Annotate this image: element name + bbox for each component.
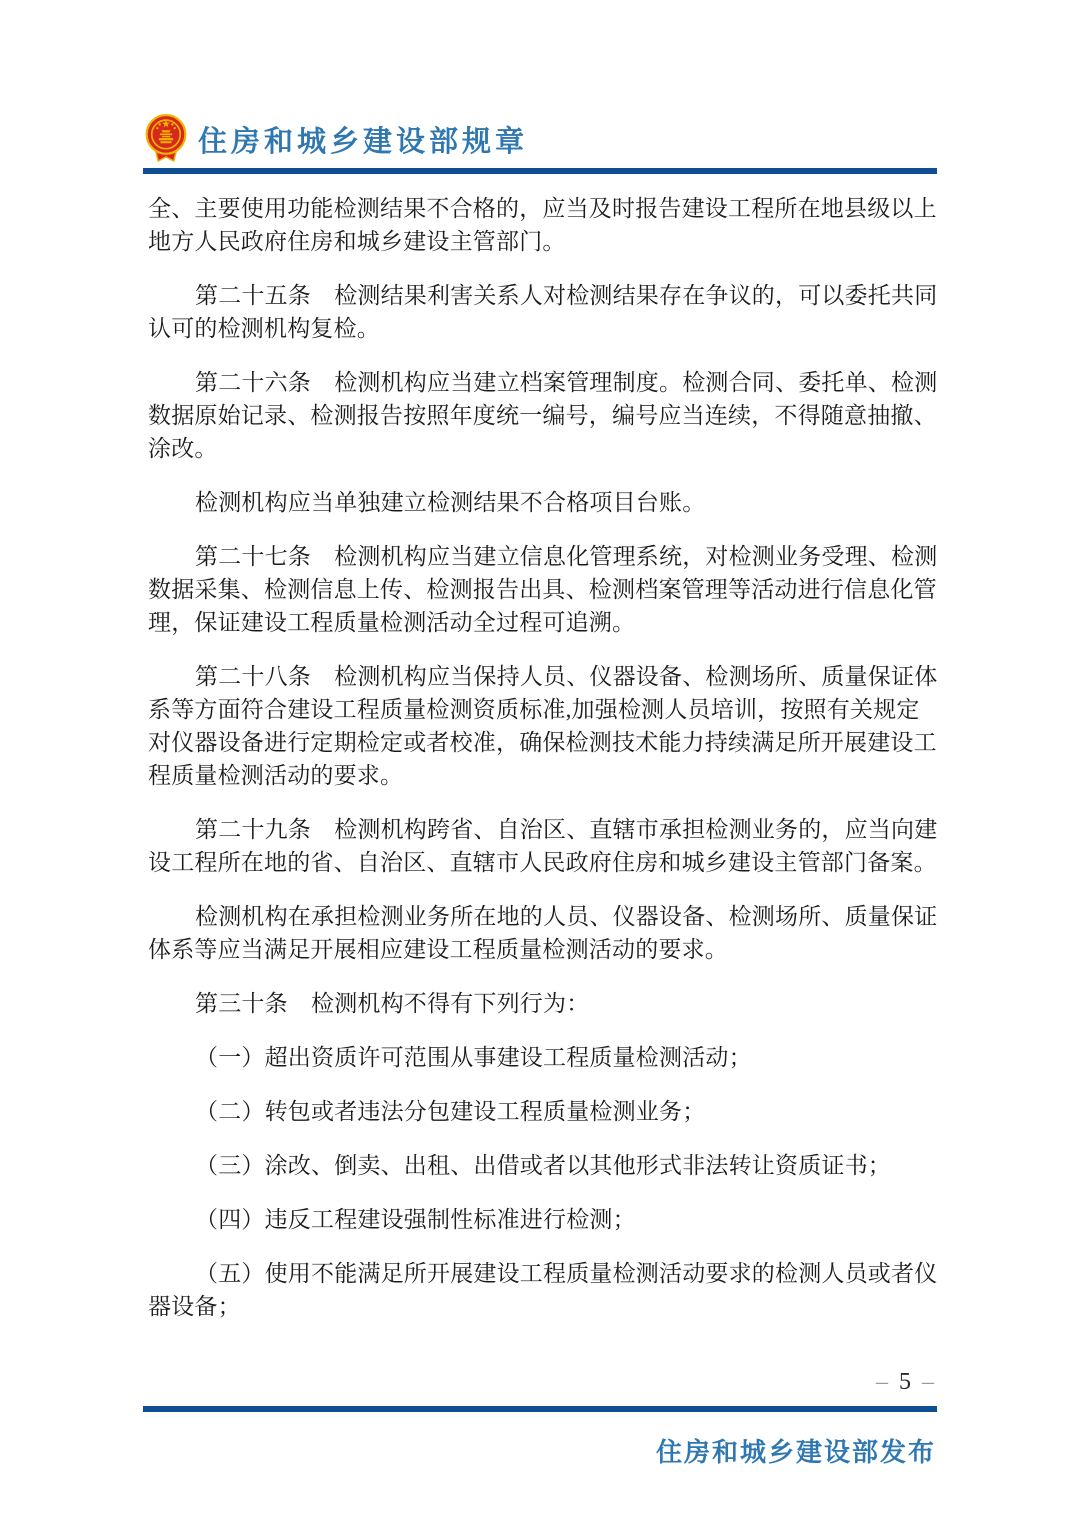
text-line: （五）使用不能满足所开展建设工程质量检测活动要求的检测人员或者仪 (195, 1261, 938, 1286)
national-emblem-icon (143, 113, 189, 165)
text-line: 数据采集、检测信息上传、检测报告出具、检测档案管理等活动进行信息化管 (148, 577, 937, 602)
text-line: 数据原始记录、检测报告按照年度统一编号，编号应当连续，不得随意抽撤、 (148, 403, 937, 428)
text-line: 体系等应当满足开展相应建设工程质量检测活动的要求。 (148, 937, 728, 962)
text-line: 对仪器设备进行定期检定或者校准，确保检测技术能力持续满足所开展建设工 (148, 730, 937, 755)
paragraph (148, 540, 938, 639)
paragraph (148, 813, 938, 879)
text-line: 设工程所在地的省、自治区、直辖市人民政府住房和城乡建设主管部门备案。 (148, 850, 937, 875)
paragraph (148, 279, 938, 345)
paragraph (148, 486, 938, 519)
header-rule (143, 168, 937, 174)
text-line: 第二十五条 检测结果利害关系人对检测结果存在争议的，可以委托共同 (195, 283, 938, 308)
text-line: 理，保证建设工程质量检测活动全过程可追溯。 (148, 610, 636, 635)
document-header (143, 112, 528, 166)
text-line: 第二十八条 检测机构应当保持人员、仪器设备、检测场所、质量保证体 (195, 664, 938, 689)
paragraph (148, 192, 938, 258)
page-number (876, 1366, 934, 1399)
text-line: 检测机构应当单独建立检测结果不合格项目台账。 (195, 490, 706, 515)
text-line: 涂改。 (148, 436, 218, 461)
paragraph (148, 366, 938, 465)
paragraph (148, 1257, 938, 1323)
footer-rule (143, 1406, 937, 1412)
page-number-value: 5 (899, 1369, 911, 1395)
text-line: 检测机构在承担检测业务所在地的人员、仪器设备、检测场所、质量保证 (195, 904, 938, 929)
text-line: 第二十六条 检测机构应当建立档案管理制度。检测合同、委托单、检测 (195, 370, 938, 395)
text-line: （四）违反工程建设强制性标准进行检测； (195, 1207, 636, 1232)
text-line: 第三十条 检测机构不得有下列行为： (195, 991, 590, 1016)
paragraph (148, 660, 938, 792)
page-number-dash-right: – (922, 1369, 934, 1395)
paragraph (148, 900, 938, 966)
text-line: （一）超出资质许可范围从事建设工程质量检测活动； (195, 1045, 752, 1070)
publisher-label: 住房和城乡建设部发布 (655, 1438, 936, 1467)
page-number-dash-left: – (876, 1369, 888, 1395)
text-line: 程质量检测活动的要求。 (148, 763, 404, 788)
text-line: 器设备； (148, 1294, 241, 1319)
paragraph (148, 1149, 938, 1182)
paragraph (148, 987, 938, 1020)
text-line: 系等方面符合建设工程质量检测资质标准,加强检测人员培训，按照有关规定 (148, 697, 920, 722)
text-line: 全、主要使用功能检测结果不合格的，应当及时报告建设工程所在地县级以上 (148, 196, 937, 221)
paragraph (148, 1041, 938, 1074)
text-line: 第二十七条 检测机构应当建立信息化管理系统，对检测业务受理、检测 (195, 544, 938, 569)
paragraph (148, 1203, 938, 1236)
paragraph (148, 1095, 938, 1128)
header-title: 住房和城乡建设部规章 (198, 125, 529, 158)
document-body (148, 192, 938, 1323)
text-line: （三）涂改、倒卖、出租、出借或者以其他形式非法转让资质证书； (195, 1153, 891, 1178)
text-line: （二）转包或者违法分包建设工程质量检测业务； (195, 1099, 706, 1124)
text-line: 认可的检测机构复检。 (148, 316, 380, 341)
text-line: 第二十九条 检测机构跨省、自治区、直辖市承担检测业务的，应当向建 (195, 817, 938, 842)
text-line: 地方人民政府住房和城乡建设主管部门。 (148, 229, 566, 254)
